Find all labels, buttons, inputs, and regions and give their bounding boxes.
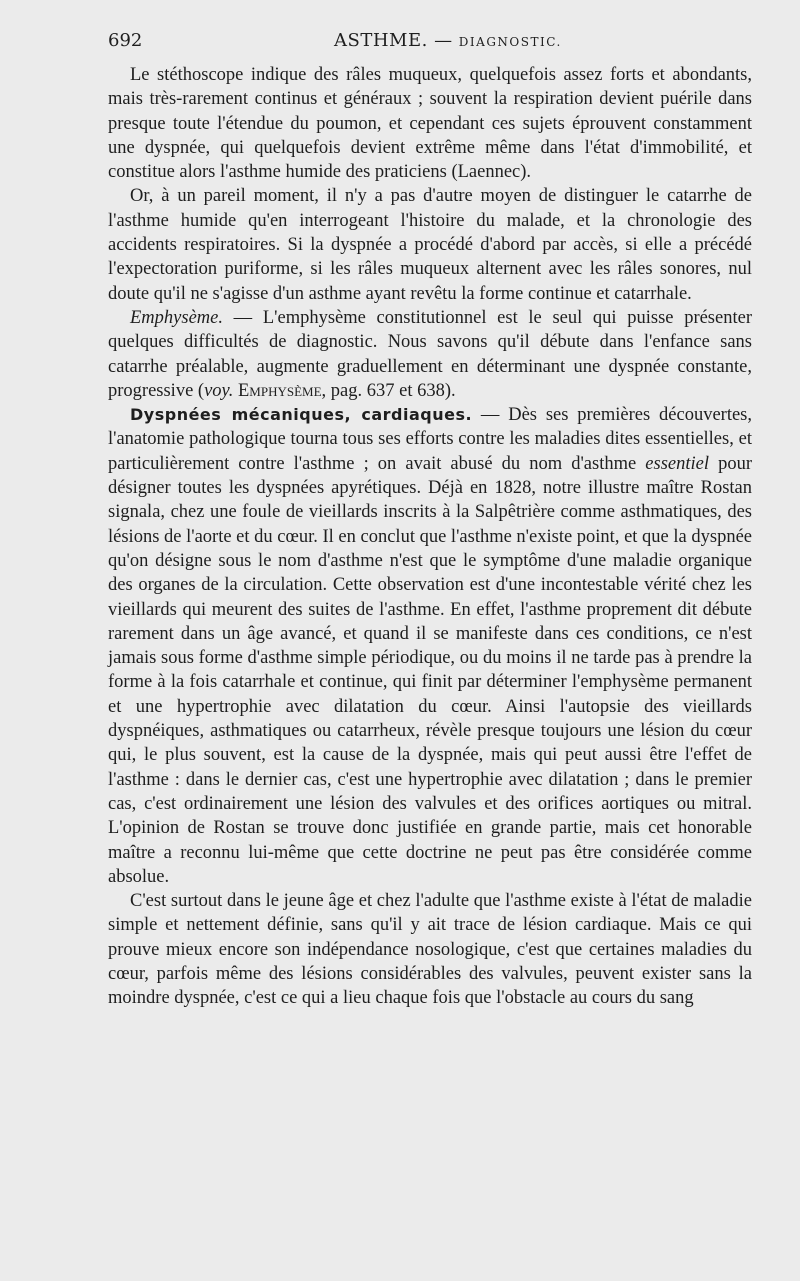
section-subtitle: DIAGNOSTIC. bbox=[458, 35, 562, 49]
term-essentiel: essentiel bbox=[645, 453, 709, 474]
paragraph-catarrhe: Or, à un pareil moment, il n'y a pas d'autre moyen de distinguer le catarrhe de l'asthme humide qu'en interrogeant l'histoire du malade, et la chronologie des accidents respiratoires. Si la dyspnée a procédé d'abord par accès, si elle a précédé l'expectoration puriforme, si les râles muqueux alternent avec les râles sonores, nul doute qu'il ne s'agisse d'un asthme ayant revêtu la forme continue et catarrhale. bbox=[108, 186, 752, 304]
heading-emphyseme: Emphysème. bbox=[130, 307, 223, 328]
paragraph-text: , pag. 637 et 638). bbox=[321, 380, 456, 401]
page-number: 692 bbox=[108, 30, 143, 51]
paragraph-dyspnees bbox=[108, 403, 752, 889]
paragraph-text: — L'emphysème constitutionnel est le seul qui puisse présenter quelques difficultés de diagnostic. Nous savons qu'il débute dans l'enfance sans catarrhe préalable, augmente graduellement en déterminant une dyspnée constante, progressive ( bbox=[108, 307, 752, 401]
paragraph-text: — Dès ses premières découvertes, l'anatomie pathologique tourna tous ses efforts contre les maladies dites essentielles, et particulièrement contre l'asthme ; on avait abusé du nom d'asthme bbox=[108, 405, 752, 474]
voy-abbrev: voy. bbox=[204, 380, 234, 401]
paragraph-emphyseme bbox=[108, 306, 752, 403]
running-title bbox=[334, 30, 562, 51]
heading-dyspnees: Dyspnées mécaniques, cardiaques. bbox=[130, 405, 473, 425]
running-header bbox=[108, 30, 752, 60]
cross-reference: Emphysème bbox=[233, 380, 322, 401]
body-text bbox=[108, 63, 752, 1011]
paragraph-jeune-age: C'est surtout dans le jeune âge et chez l'adulte que l'asthme existe à l'état de maladie simple et nettement définie, sans qu'il y ait trace de lésion cardiaque. Mais ce qui prouve mieux encore son indépendance nosologique, c'est que certaines maladies du cœur, parfois même des lésions considérables des valvules, peuvent exister sans la moindre dyspnée, c'est ce qui a lieu chaque fois que l'obstacle au cours du sang bbox=[108, 891, 752, 1009]
paragraph-text: pour désigner toutes les dyspnées apyrétiques. Déjà en 1828, notre illustre maître Rostan signala, chez une foule de vieillards inscrits à la Salpêtrière comme asthmatiques, des lésions de l'aorte et du cœur. Il en conclut que l'asthme n'existe point, et que la dyspnée qu'on désigne sous le nom d'asthme n'est que le symptôme d'une maladie organique des organes de la circulation. Cette observation est d'une incontestable vérité chez les vieillards qui meurent des suites de l'asthme. En effet, l'asthme proprement dit débute rarement dans un âge avancé, et quand il se manifeste dans ces conditions, ce n'est jamais sous forme d'asthme simple périodique, ou du moins il ne tarde pas à prendre la forme à la fois catarrhale et continue, qui finit par déterminer l'emphysème permanent et une hypertrophie avec dilatation du cœur. Ainsi l'autopsie des vieillards dyspnéiques, asthmatiques ou catarrheux, révèle presque toujours une lésion du cœur qui, le plus souvent, est la cause de la dyspnée, mais qui peut aussi être l'effet de l'asthme : dans le dernier cas, c'est une hypertrophie avec dilatation ; dans le premier cas, c'est ordinairement une lésion des valvules et des orifices aortiques ou mitral. L'opinion de Rostan se trouve donc justifiée en grande partie, mais cet honorable maître a reconnu lui-même que cette doctrine ne peut pas être considérée comme absolue. bbox=[108, 453, 752, 887]
chapter-title: ASTHME. bbox=[334, 30, 428, 51]
paragraph-stethoscope: Le stéthoscope indique des râles muqueux, quelquefois assez forts et abondants, mais très-rarement continus et généraux ; souvent la respiration devient puérile dans presque toute l'étendue du poumon, et cependant ces sujets éprouvent constamment une dyspnée, qui quelquefois devient extrême même dans l'état d'immobilité, et constitue alors l'asthme humide des praticiens (Laennec). bbox=[108, 65, 752, 183]
title-separator: — bbox=[434, 30, 453, 51]
